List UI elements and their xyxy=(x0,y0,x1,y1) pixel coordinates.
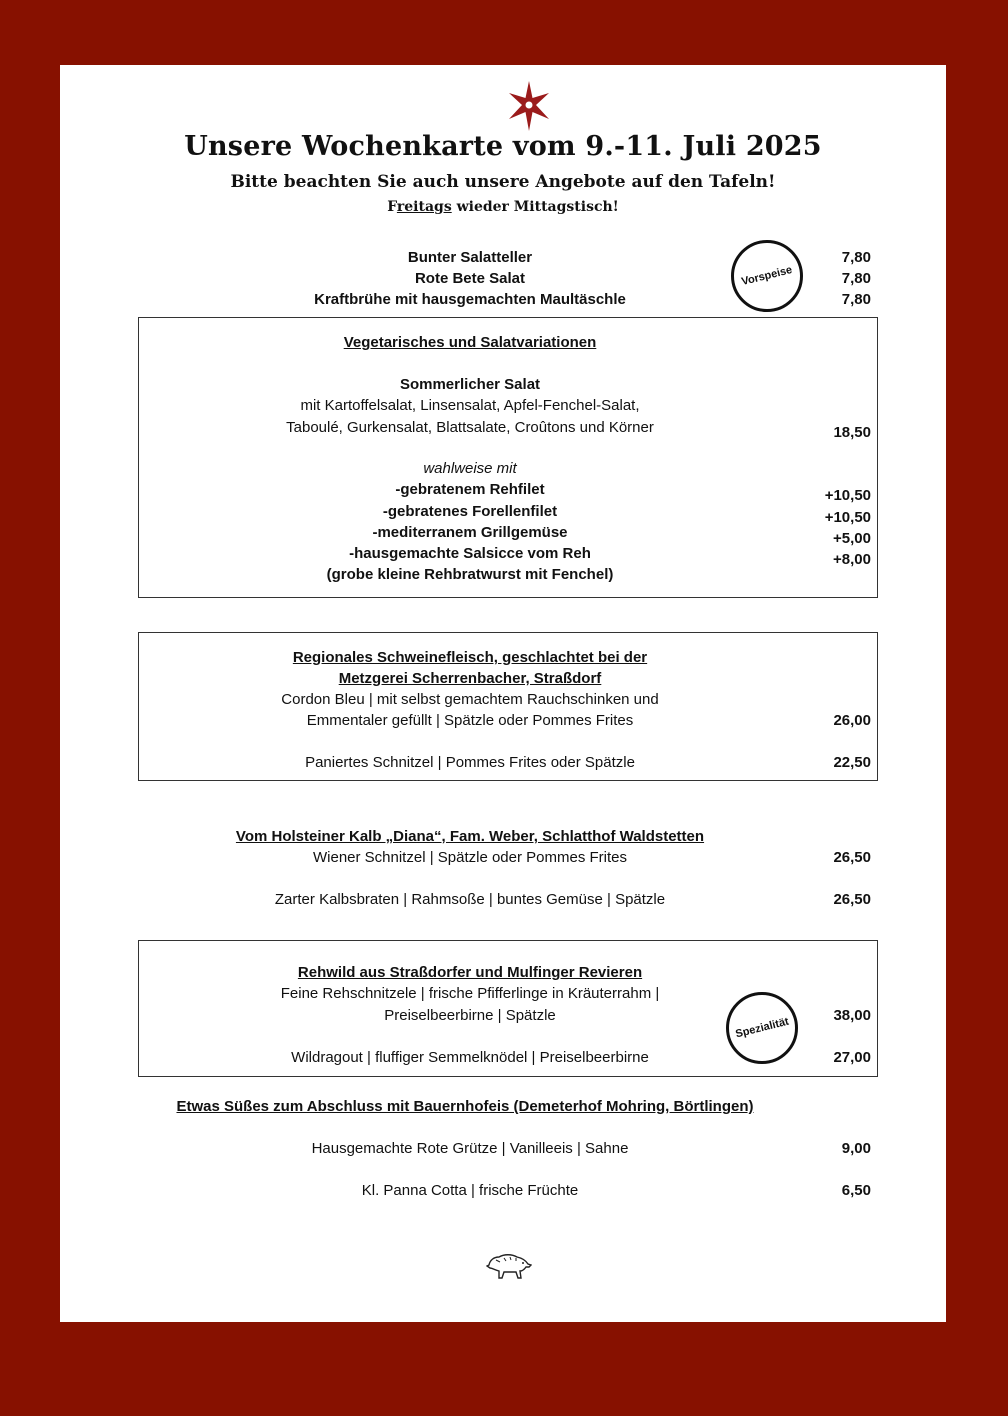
veg-option: -mediterranem Grillgemüse xyxy=(372,524,568,541)
note-underlined: reitags xyxy=(396,199,452,215)
dessert-item: Kl. Panna Cotta | frische Früchte xyxy=(361,1182,579,1199)
spezialitaet-stamp-label: Spezialität xyxy=(734,1015,790,1041)
starter-price: 7,80 xyxy=(841,291,871,308)
game-item-price: 38,00 xyxy=(833,1007,871,1024)
veg-option: -hausgemachte Salsicce vom Reh xyxy=(349,545,591,562)
veal-item: Zarter Kalbsbraten | Rahmsoße | buntes Gemüse | Spätzle xyxy=(274,891,666,908)
note-prefix: F xyxy=(387,199,397,215)
veal-price: 26,50 xyxy=(833,891,871,908)
menu-note xyxy=(60,199,946,215)
menu-page xyxy=(60,65,946,1322)
boar-icon xyxy=(486,1251,532,1281)
pork-item-price: 22,50 xyxy=(833,754,871,771)
game-item-desc: Wildragout | fluffiger Semmelknödel | Preiselbeerbirne xyxy=(291,1049,649,1066)
veg-desc: Taboulé, Gurkensalat, Blattsalate, Croûtons und Körner xyxy=(286,419,654,436)
veg-heading: Vegetarisches und Salatvariationen xyxy=(343,334,597,351)
veg-option: -gebratenem Rehfilet xyxy=(395,481,545,498)
dessert-price: 9,00 xyxy=(841,1140,871,1157)
veal-price: 26,50 xyxy=(833,849,871,866)
veg-price: 18,50 xyxy=(833,424,871,441)
veg-dish-name: Sommerlicher Salat xyxy=(399,376,541,393)
dessert-price: 6,50 xyxy=(841,1182,871,1199)
dessert-heading: Etwas Süßes zum Abschluss mit Bauernhofeis (Demeterhof Mohring, Börtlingen) xyxy=(176,1098,754,1115)
starter-price: 7,80 xyxy=(841,270,871,287)
veal-heading: Vom Holsteiner Kalb „Diana“, Fam. Weber, Schlatthof Waldstetten xyxy=(235,828,705,845)
note-suffix: wieder Mittagstisch! xyxy=(451,199,619,215)
pork-heading: Regionales Schweinefleisch, geschlachtet bei der xyxy=(292,649,648,666)
dessert-item: Hausgemachte Rote Grütze | Vanilleeis | Sahne xyxy=(311,1140,629,1157)
pork-item-desc: Cordon Bleu | mit selbst gemachtem Rauchschinken und xyxy=(281,691,659,708)
pork-heading: Metzgerei Scherrenbacher, Straßdorf xyxy=(338,670,602,687)
game-heading: Rehwild aus Straßdorfer und Mulfinger Revieren xyxy=(297,964,643,981)
veg-options-intro: wahlweise mit xyxy=(423,460,517,477)
veg-option-price: +5,00 xyxy=(833,530,871,547)
menu-title: Unsere Wochenkarte vom 9.-11. Juli 2025 xyxy=(184,131,822,162)
game-item-desc: Feine Rehschnitzele | frische Pfifferlinge in Kräuterrahm | xyxy=(280,985,660,1002)
spezialitaet-stamp xyxy=(726,992,798,1064)
starter-item: Rote Bete Salat xyxy=(414,270,526,287)
veg-desc: mit Kartoffelsalat, Linsensalat, Apfel-Fenchel-Salat, xyxy=(300,397,640,414)
vorspeise-stamp-label: Vorspeise xyxy=(740,263,794,289)
starter-price: 7,80 xyxy=(841,249,871,266)
menu-subtitle: Bitte beachten Sie auch unsere Angebote auf den Tafeln! xyxy=(230,172,776,192)
veg-option-price: +8,00 xyxy=(833,551,871,568)
veg-option-note: (grobe kleine Rehbratwurst mit Fenchel) xyxy=(326,566,614,583)
veg-option-price: +10,50 xyxy=(824,509,871,526)
veal-item: Wiener Schnitzel | Spätzle oder Pommes Frites xyxy=(312,849,627,866)
vorspeise-stamp xyxy=(731,240,803,312)
starter-item: Bunter Salatteller xyxy=(407,249,533,266)
veg-option-price: +10,50 xyxy=(824,487,871,504)
pork-item-price: 26,00 xyxy=(833,712,871,729)
pork-item-desc: Paniertes Schnitzel | Pommes Frites oder Spätzle xyxy=(305,754,635,771)
game-item-desc: Preiselbeerbirne | Spätzle xyxy=(384,1007,556,1024)
game-item-price: 27,00 xyxy=(833,1049,871,1066)
veg-option: -gebratenes Forellenfilet xyxy=(382,503,558,520)
pork-item-desc: Emmentaler gefüllt | Spätzle oder Pommes Frites xyxy=(306,712,634,729)
red-star-icon xyxy=(507,81,551,131)
starter-item: Kraftbrühe mit hausgemachten Maultäschle xyxy=(314,291,626,308)
